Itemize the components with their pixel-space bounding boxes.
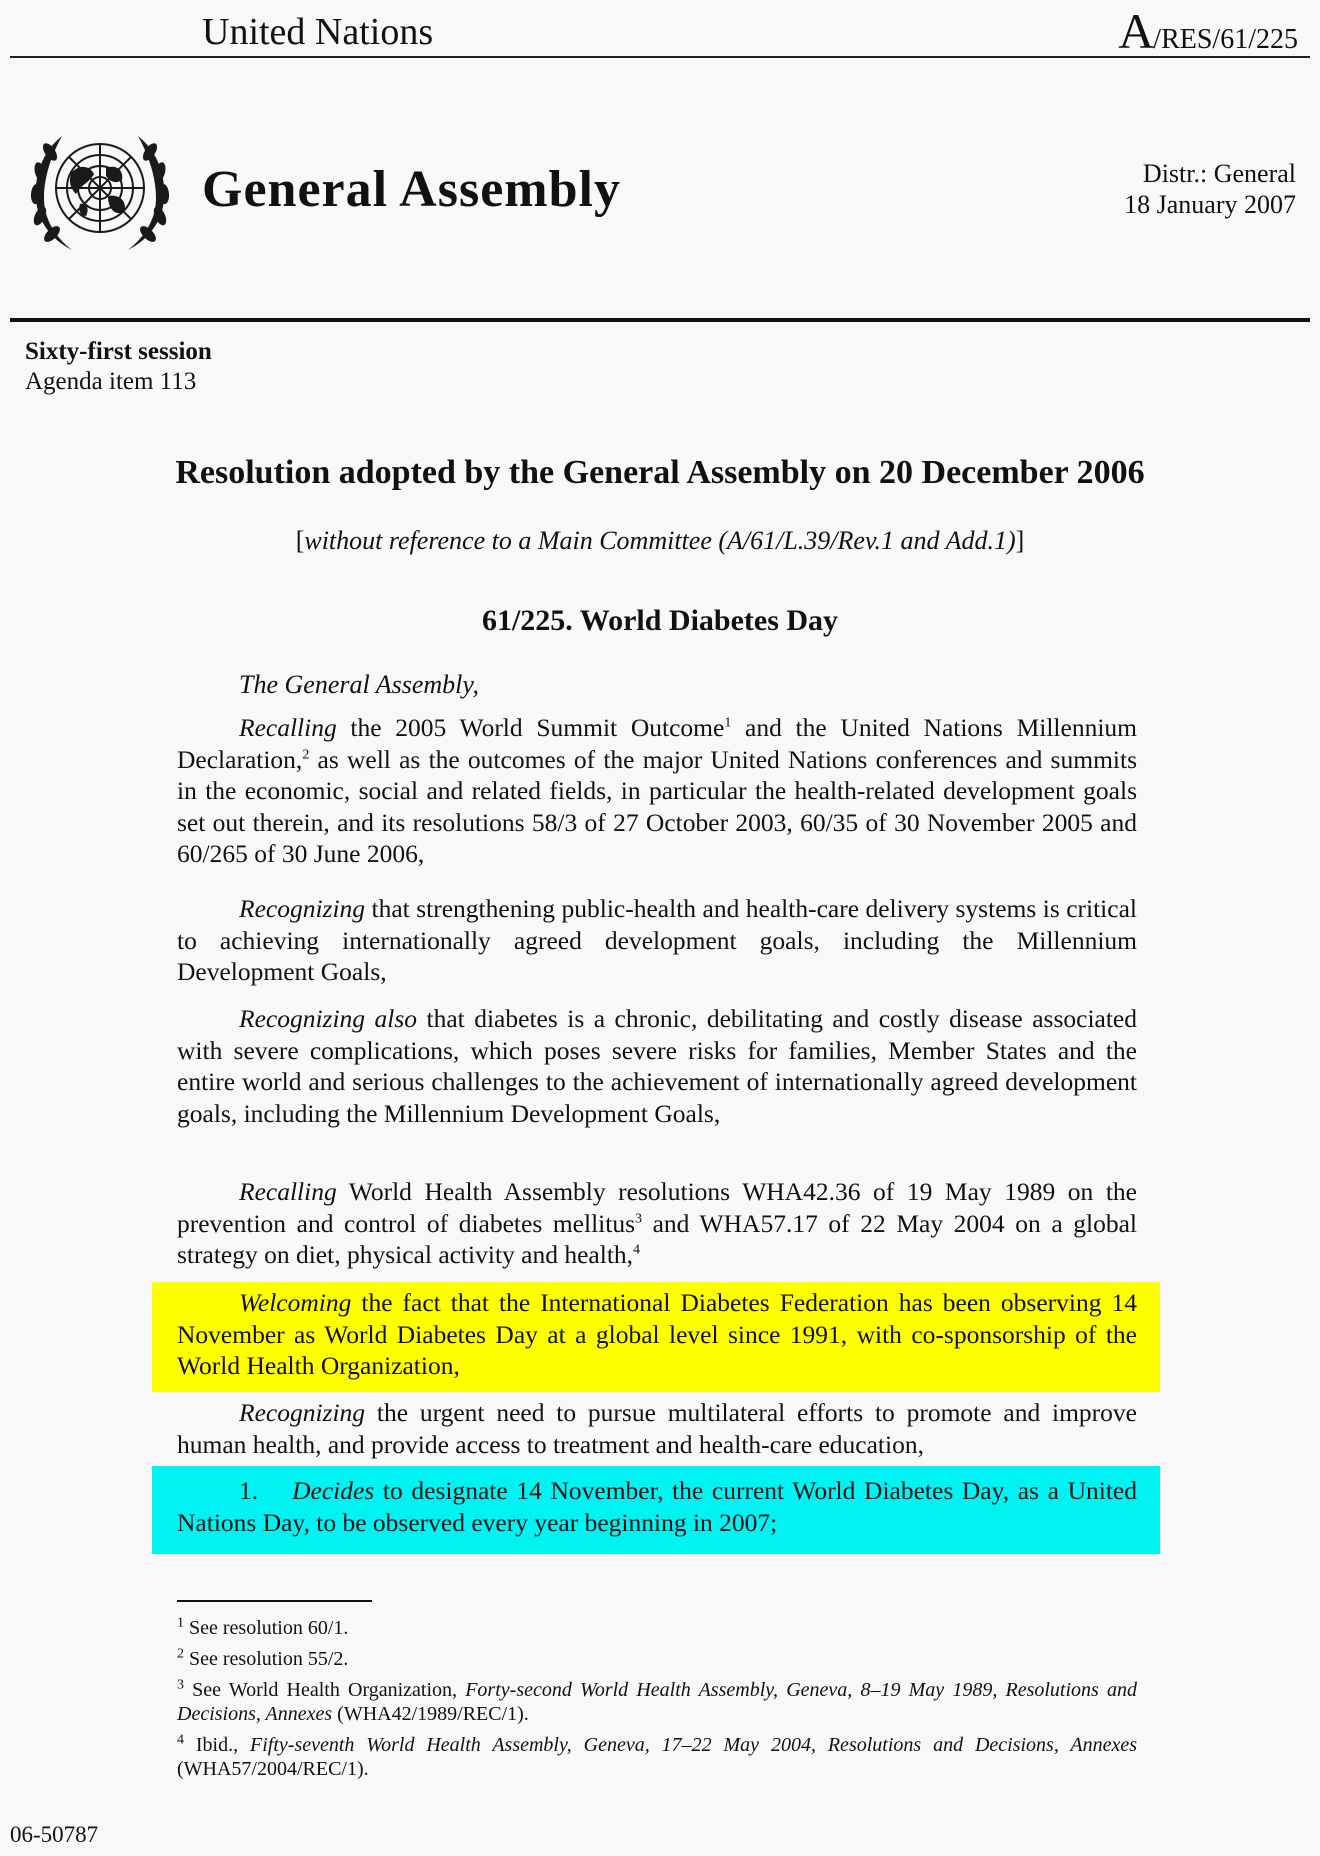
footnote-rule xyxy=(177,1600,372,1602)
paragraph-lead: Recalling xyxy=(239,1177,337,1206)
paragraph-lead: Recognizing also xyxy=(239,1004,418,1033)
footnote: $^3$ See World Health Organization, Forty-second World Health Assembly, Geneva, 8–19 May 1989, Resolutions and Decisions, Annexes (WHA42/1989/REC/1). xyxy=(177,1677,1137,1725)
footnote-ref: 1 xyxy=(724,715,732,731)
preamble-paragraph: Recognizing also that diabetes is a chronic, debilitating and costly disease associated with severe complications, which poses severe risks for families, Member States and the entire world and serious challenges to the achievement of internationally agreed development goals, including the Millennium Development Goals, xyxy=(177,1004,1137,1128)
ref-bracket-close: ] xyxy=(1015,526,1025,555)
committee-reference xyxy=(0,526,1320,556)
issue-date: 18 January 2007 xyxy=(1124,190,1296,219)
symbol-prefix: A xyxy=(1118,3,1154,59)
preamble-paragraph: Recognizing that strengthening public-health and health-care delivery systems is critical to achieving internationally agreed development goals, including the Millennium Development Goals, xyxy=(177,894,1137,986)
footnote: $^1$ See resolution 60/1. xyxy=(177,1615,349,1639)
preamble-paragraph: Recognizing the urgent need to pursue multilateral efforts to promote and improve human health, and provide access to treatment and health-care education, xyxy=(177,1398,1137,1459)
operative-paragraph: 1. Decides to designate 14 November, the current World Diabetes Day, as a United Nations Day, to be observed every year beginning in 2007; xyxy=(177,1476,1137,1537)
distribution: Distr.: General xyxy=(1142,159,1296,188)
paragraph-lead: Decides xyxy=(292,1476,375,1505)
resolution-number-title: 61/225. World Diabetes Day xyxy=(481,604,839,637)
paragraph-lead: Welcoming xyxy=(239,1288,352,1317)
session-info xyxy=(25,337,212,397)
document-symbol xyxy=(1118,2,1298,60)
distribution-block xyxy=(1124,158,1296,220)
paragraph-lead: Recognizing xyxy=(239,1398,366,1427)
symbol-rest: /RES/61/225 xyxy=(1153,24,1298,55)
header-rule xyxy=(10,56,1310,58)
footnote: $^4$ Ibid., Fifty-seventh World Health Assembly, Geneva, 17–22 May 2004, Resolutions and Decisions, Annexes (WHA57/2004/REC/1). xyxy=(177,1732,1138,1780)
organization-name: United Nations xyxy=(202,11,434,53)
opening-phrase: The General Assembly, xyxy=(239,670,479,699)
session-name: Sixty-first session xyxy=(25,338,212,365)
agenda-item: Agenda item 113 xyxy=(25,368,197,395)
masthead-rule xyxy=(10,318,1310,322)
paragraph-lead: Recognizing xyxy=(239,894,366,923)
paragraph-lead: Recalling xyxy=(239,713,337,742)
preamble-paragraph: Recalling the 2005 World Summit Outcome$^1$ and the United Nations Millennium Declaration,$^2$ as well as the outcomes of the major United Nations conferences and summits in the economic, social and related fields, in particular the health-related development goals set out therein, and its resolutions 58/3 of 27 October 2003, 60/35 of 30 November 2005 and 60/265 of 30 June 2006, xyxy=(177,713,1137,868)
footnote: $^2$ See resolution 55/2. xyxy=(177,1646,349,1670)
body-title: General Assembly xyxy=(202,161,621,218)
footnote-ref: 4 xyxy=(633,1242,641,1258)
preamble-paragraph: Welcoming the fact that the International Diabetes Federation has been observing 14 November as World Diabetes Day at a global level since 1991, with co-sponsorship of the World Health Organization, xyxy=(177,1288,1137,1380)
footnote-ref: 2 xyxy=(302,747,310,762)
preamble-paragraph: Recalling World Health Assembly resolutions WHA42.36 of 19 May 1989 on the prevention and control of diabetes mellitus$^3$ and WHA57.17 of 22 May 2004 on a global strategy on diet, physical activity and health,$^4$ xyxy=(177,1177,1137,1269)
un-emblem-icon xyxy=(24,124,176,254)
footnote-ref: 3 xyxy=(635,1211,643,1226)
reference-text: without reference to a Main Committee (A/61/L.39/Rev.1 and Add.1) xyxy=(304,526,1016,555)
document-number: 06-50787 xyxy=(10,1822,99,1847)
resolution-title: Resolution adopted by the General Assembly on 20 December 2006 xyxy=(175,454,1145,491)
ref-bracket-open: [ xyxy=(295,526,305,555)
paragraph-number: 1. xyxy=(239,1476,259,1505)
